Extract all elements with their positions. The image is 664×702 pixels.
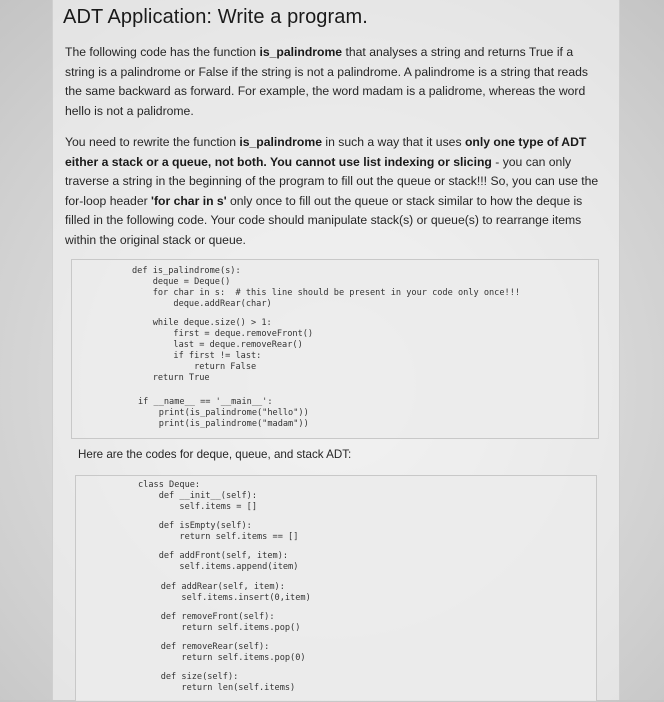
code-line: return False [132,362,257,372]
code-line: class Deque: [138,480,201,490]
adt-codes-heading: Here are the codes for deque, queue, and stack ADT: [78,448,352,461]
deque-code-block [75,475,597,702]
instr-bold-function: is_palindrome [239,135,322,149]
code-line: return True [132,373,210,383]
code-line: deque = Deque() [132,277,231,287]
code-line: if __name__ == '__main__': [138,397,273,407]
instr-bold-for-loop: 'for char in s' [151,193,227,208]
code-line: def removeFront(self): [140,612,275,622]
code-line: return len(self.items) [140,683,296,693]
code-line: while deque.size() > 1: [132,318,272,328]
intro-text-1: The following code has the function [65,45,260,59]
code-line: def __init__(self): [138,491,257,501]
code-line: def size(self): [140,672,239,682]
code-line: def removeRear(self): [140,642,270,652]
code-line: self.items = [] [138,502,257,512]
instr-text-1: You need to rewrite the function [65,135,240,149]
code-line: print(is_palindrome("madam")) [138,419,309,429]
code-line: if first != last: [132,351,262,361]
code-line: return self.items.pop() [140,623,301,633]
code-line: first = deque.removeFront() [132,329,314,339]
instr-text-2: in such a way that it uses [322,135,465,149]
code-line: self.items.append(item) [138,562,299,572]
palindrome-code-block [71,259,599,439]
code-line: self.items.insert(0,item) [140,593,311,603]
code-line: def addFront(self, item): [138,551,289,561]
code-line: def addRear(self, item): [140,582,285,592]
instructions-paragraph [65,133,605,251]
code-line: def isEmpty(self): [138,521,252,531]
code-line: for char in s: # this line should be present in your code only once!!! [132,288,521,298]
intro-paragraph [65,43,605,121]
code-line: return self.items == [] [138,532,299,542]
page-title: ADT Application: Write a program. [63,6,368,28]
code-line: print(is_palindrome("hello")) [138,408,309,418]
code-line: last = deque.removeRear() [132,340,303,350]
code-line: def is_palindrome(s): [132,266,241,276]
intro-bold-function: is_palindrome [259,45,343,59]
document-page [52,0,620,700]
code-line: deque.addRear(char) [132,299,272,309]
instr-text-4: only once to fill out the queue or stack similar to how the deque is filled in the following code. Your code should manipulate stack(s) or queue(s) to rearrange items within the original stack or queue. [65,193,583,247]
instr-bold-adt-rule: only one type of ADT either a stack or a queue, not both. You cannot use list indexing or slicing [65,135,587,169]
intro-text-2: that analyses a string and returns True if a string is a palindrome or False if the string is not a palindrome. A palindrome is a string that reads the same backward as forward. For example, the word madam is a palidrome, whereas the word hello is not a palidrome. [65,45,588,118]
code-line: return self.items.pop(0) [140,653,306,663]
instr-text-3: - you can only traverse a string in the beginning of the program to fill out the queue or stack!!! So, you can use the for-loop header [65,154,599,208]
